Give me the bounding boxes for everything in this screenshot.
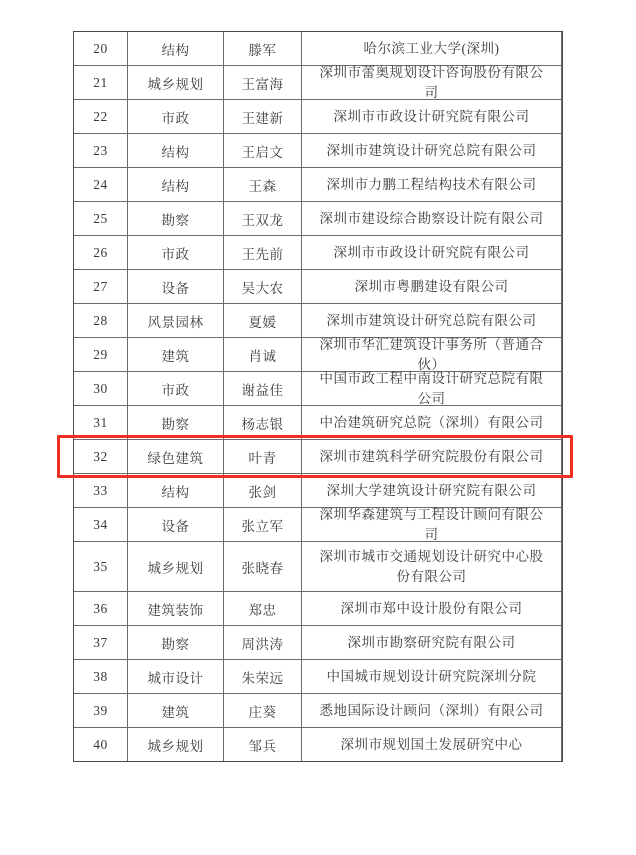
row-number: 24 <box>93 176 108 192</box>
person-name: 夏媛 <box>248 314 277 330</box>
name-cell <box>224 406 302 439</box>
category-cell <box>128 440 224 473</box>
company-cell <box>302 338 562 371</box>
person-name: 王双龙 <box>241 212 284 228</box>
name-cell <box>224 202 302 235</box>
category-cell <box>128 66 224 99</box>
table-row <box>74 201 562 235</box>
category-cell <box>128 660 224 693</box>
row-number: 34 <box>93 516 108 532</box>
category-label: 城市设计 <box>147 670 204 686</box>
company-name: 深圳大学建筑设计研究院有限公司 <box>326 482 537 498</box>
table-row <box>74 473 562 507</box>
company-name: 深圳市建筑设计研究总院有限公司 <box>326 142 537 158</box>
person-name: 周洪涛 <box>241 636 284 652</box>
row-number-cell <box>74 168 128 201</box>
category-label: 市政 <box>161 246 190 262</box>
company-cell <box>302 694 562 727</box>
row-number: 38 <box>93 668 108 684</box>
person-name: 王森 <box>248 178 277 194</box>
table-row <box>74 507 562 541</box>
company-cell <box>302 440 562 473</box>
person-name: 吴大农 <box>241 280 284 296</box>
company-name: 深圳市蕾奥规划设计咨询股份有限公司 <box>319 65 544 100</box>
category-label: 勘察 <box>161 212 190 228</box>
row-number-cell <box>74 32 128 65</box>
table-row <box>74 303 562 337</box>
company-name: 深圳市建筑设计研究总院有限公司 <box>326 312 537 328</box>
category-label: 设备 <box>161 518 190 534</box>
company-name: 哈尔滨工业大学(深圳) <box>363 40 500 56</box>
row-number: 23 <box>93 142 108 158</box>
category-cell <box>128 100 224 133</box>
company-cell <box>302 406 562 439</box>
person-name: 郑忠 <box>248 602 277 618</box>
person-name: 邹兵 <box>248 738 277 754</box>
name-cell <box>224 660 302 693</box>
person-name: 王先前 <box>241 246 284 262</box>
category-label: 勘察 <box>161 416 190 432</box>
company-name: 深圳市郑中设计股份有限公司 <box>340 600 523 616</box>
table-row <box>74 65 562 99</box>
name-cell <box>224 100 302 133</box>
table-row <box>74 693 562 727</box>
row-number: 36 <box>93 600 108 616</box>
name-cell <box>224 694 302 727</box>
row-number: 25 <box>93 210 108 226</box>
category-cell <box>128 236 224 269</box>
name-cell <box>224 728 302 761</box>
name-cell <box>224 592 302 625</box>
category-label: 建筑 <box>161 704 190 720</box>
row-number-cell <box>74 406 128 439</box>
name-cell <box>224 270 302 303</box>
name-cell <box>224 474 302 507</box>
row-number-cell <box>74 372 128 405</box>
row-number: 35 <box>93 558 108 574</box>
person-name: 滕军 <box>248 42 277 58</box>
company-name: 悉地国际设计顾问（深圳）有限公司 <box>319 702 544 718</box>
category-cell <box>128 202 224 235</box>
row-number: 29 <box>93 346 108 362</box>
name-cell <box>224 508 302 541</box>
table-row <box>74 167 562 201</box>
company-name: 深圳市力鹏工程结构技术有限公司 <box>326 176 537 192</box>
company-cell <box>302 474 562 507</box>
category-cell <box>128 474 224 507</box>
category-label: 设备 <box>161 280 190 296</box>
category-cell <box>128 270 224 303</box>
company-cell <box>302 626 562 659</box>
row-number-cell <box>74 694 128 727</box>
company-cell <box>302 304 562 337</box>
category-cell <box>128 134 224 167</box>
company-cell <box>302 100 562 133</box>
company-name: 深圳市华汇建筑设计事务所（普通合伙） <box>319 337 544 372</box>
company-cell <box>302 168 562 201</box>
company-cell <box>302 592 562 625</box>
person-name: 肖诚 <box>248 348 277 364</box>
category-cell <box>128 406 224 439</box>
person-name: 庄葵 <box>248 704 277 720</box>
company-cell <box>302 542 562 591</box>
row-number: 31 <box>93 414 108 430</box>
company-name: 深圳华森建筑与工程设计顾问有限公司 <box>319 507 544 542</box>
row-number: 37 <box>93 634 108 650</box>
company-cell <box>302 508 562 541</box>
row-number: 26 <box>93 244 108 260</box>
category-cell <box>128 168 224 201</box>
row-number-cell <box>74 202 128 235</box>
row-number-cell <box>74 508 128 541</box>
row-number: 27 <box>93 278 108 294</box>
person-name: 杨志银 <box>241 416 284 432</box>
company-cell <box>302 660 562 693</box>
row-number-cell <box>74 728 128 761</box>
name-cell <box>224 168 302 201</box>
row-number: 22 <box>93 108 108 124</box>
company-cell <box>302 32 562 65</box>
category-cell <box>128 728 224 761</box>
table-row <box>74 269 562 303</box>
row-number: 40 <box>93 736 108 752</box>
company-name: 深圳市勘察研究院有限公司 <box>347 634 516 650</box>
category-label: 建筑装饰 <box>147 602 204 618</box>
row-number: 33 <box>93 482 108 498</box>
table-row <box>74 727 562 761</box>
table-row <box>74 133 562 167</box>
category-label: 结构 <box>161 484 190 500</box>
row-number-cell <box>74 270 128 303</box>
category-cell <box>128 304 224 337</box>
person-name: 朱荣远 <box>241 670 284 686</box>
company-name: 深圳市城市交通规划设计研究中心股份有限公司 <box>319 549 544 584</box>
company-name: 深圳市建设综合勘察设计院有限公司 <box>319 210 544 226</box>
company-cell <box>302 202 562 235</box>
table-row <box>74 337 562 371</box>
person-name: 王启文 <box>241 144 284 160</box>
category-label: 城乡规划 <box>147 76 204 92</box>
category-cell <box>128 508 224 541</box>
category-cell <box>128 694 224 727</box>
company-name: 深圳市规划国土发展研究中心 <box>340 736 523 752</box>
row-number: 20 <box>93 40 108 56</box>
table-row <box>74 439 562 473</box>
category-cell <box>128 32 224 65</box>
name-cell <box>224 338 302 371</box>
category-label: 城乡规划 <box>147 560 204 576</box>
name-cell <box>224 626 302 659</box>
experts-table <box>73 31 563 762</box>
table-row <box>74 99 562 133</box>
category-label: 城乡规划 <box>147 738 204 754</box>
category-label: 市政 <box>161 382 190 398</box>
category-label: 市政 <box>161 110 190 126</box>
table-row <box>74 625 562 659</box>
table-row <box>74 235 562 269</box>
row-number: 32 <box>93 448 108 464</box>
row-number-cell <box>74 660 128 693</box>
company-cell <box>302 728 562 761</box>
company-cell <box>302 134 562 167</box>
table-row <box>74 659 562 693</box>
company-cell <box>302 236 562 269</box>
category-cell <box>128 542 224 591</box>
row-number-cell <box>74 542 128 591</box>
category-label: 建筑 <box>161 348 190 364</box>
name-cell <box>224 32 302 65</box>
table-row <box>74 405 562 439</box>
company-name: 深圳市建筑科学研究院股份有限公司 <box>319 448 544 464</box>
row-number: 21 <box>93 74 108 90</box>
table-row <box>74 371 562 405</box>
company-name: 中冶建筑研究总院（深圳）有限公司 <box>319 414 544 430</box>
company-name: 中国城市规划设计研究院深圳分院 <box>326 668 537 684</box>
row-number: 30 <box>93 380 108 396</box>
person-name: 谢益佳 <box>241 382 284 398</box>
name-cell <box>224 372 302 405</box>
person-name: 张立军 <box>241 518 284 534</box>
category-label: 绿色建筑 <box>147 450 204 466</box>
name-cell <box>224 440 302 473</box>
company-cell <box>302 372 562 405</box>
category-cell <box>128 626 224 659</box>
company-name: 深圳市市政设计研究院有限公司 <box>333 244 530 260</box>
person-name: 叶青 <box>248 450 277 466</box>
person-name: 王建新 <box>241 110 284 126</box>
table-row <box>74 32 562 65</box>
row-number-cell <box>74 304 128 337</box>
company-name: 深圳市市政设计研究院有限公司 <box>333 108 530 124</box>
row-number-cell <box>74 100 128 133</box>
table-body <box>74 32 562 761</box>
row-number-cell <box>74 236 128 269</box>
category-cell <box>128 592 224 625</box>
table-row <box>74 541 562 591</box>
name-cell <box>224 134 302 167</box>
row-number: 39 <box>93 702 108 718</box>
person-name: 张晓春 <box>241 560 284 576</box>
row-number-cell <box>74 474 128 507</box>
row-number-cell <box>74 338 128 371</box>
row-number-cell <box>74 134 128 167</box>
row-number-cell <box>74 66 128 99</box>
person-name: 张剑 <box>248 484 277 500</box>
name-cell <box>224 542 302 591</box>
category-label: 勘察 <box>161 636 190 652</box>
category-label: 结构 <box>161 144 190 160</box>
name-cell <box>224 66 302 99</box>
category-cell <box>128 372 224 405</box>
company-cell <box>302 66 562 99</box>
company-cell <box>302 270 562 303</box>
category-label: 风景园林 <box>147 314 204 330</box>
name-cell <box>224 304 302 337</box>
category-label: 结构 <box>161 42 190 58</box>
name-cell <box>224 236 302 269</box>
company-name: 深圳市粤鹏建设有限公司 <box>354 278 509 294</box>
table-row <box>74 591 562 625</box>
row-number-cell <box>74 626 128 659</box>
company-name: 中国市政工程中南设计研究总院有限公司 <box>319 371 544 406</box>
person-name: 王富海 <box>241 76 284 92</box>
row-number: 28 <box>93 312 108 328</box>
row-number-cell <box>74 440 128 473</box>
row-number-cell <box>74 592 128 625</box>
category-label: 结构 <box>161 178 190 194</box>
category-cell <box>128 338 224 371</box>
